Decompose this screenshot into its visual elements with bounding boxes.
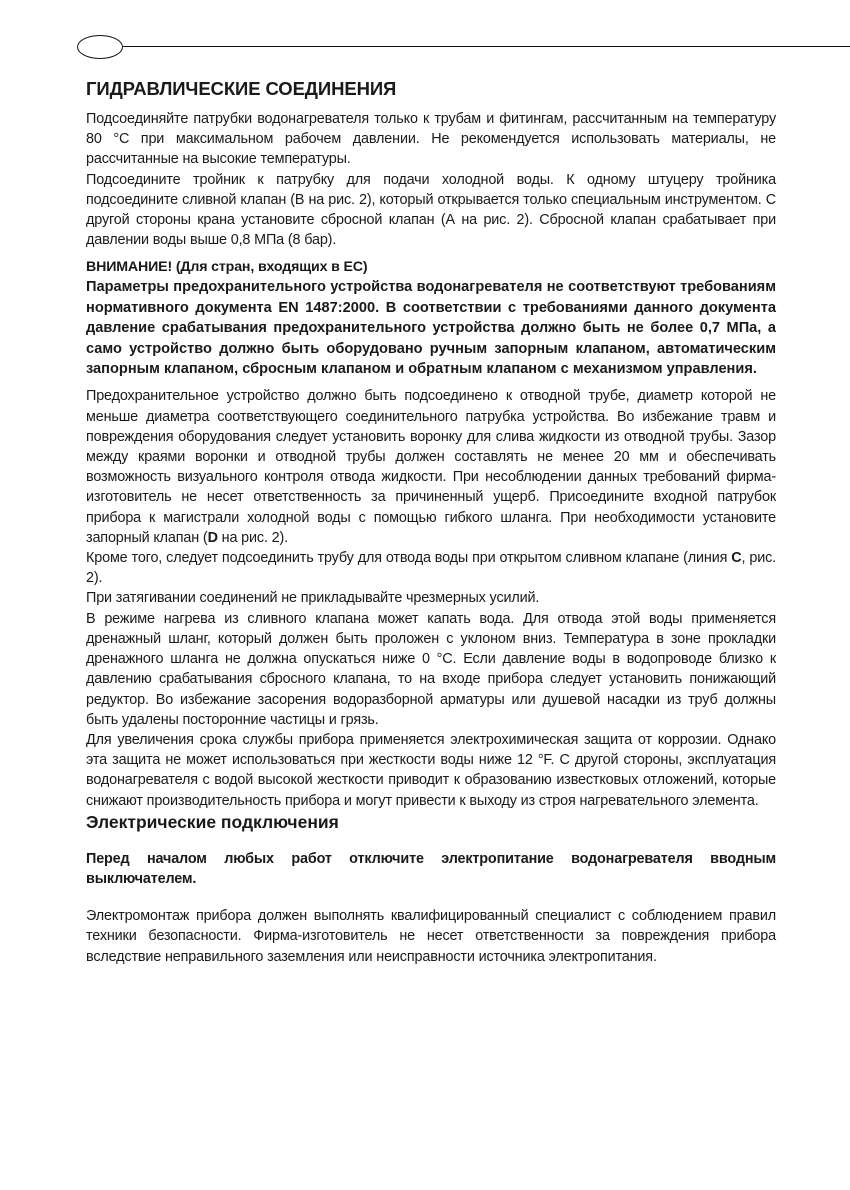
paragraph-fittings: Подсоединяйте патрубки водонагревателя только к трубам и фитингам, рассчитанным на температуру 80 °C при максимальном рабочем давлении. Не рекомендуется использовать материалы, не рассчитанные на высокие температуры. — [86, 111, 776, 168]
paragraph-tee-connection: Подсоедините тройник к патрубку для подачи холодной воды. К одному штуцеру тройника подсоедините сливной клапан (В на рис. 2), который открывается только специальным инструментом. С другой стороны крана установите сбросной клапан (А на рис. 2). Сбросной клапан срабатывает при давлении воды выше 0,8 МПа (8 бар). — [86, 171, 776, 249]
paragraph-drain-pipe-end: , рис. 2). — [86, 550, 776, 587]
heading-hydraulic-connections: ГИДРАВЛИЧЕСКИЕ СОЕДИНЕНИЯ — [86, 78, 397, 99]
paragraph-drain-hose: В режиме нагрева из сливного клапана может капать вода. Для отвода этой воды применяется дренажный шланг, который должен быть проложен с уклоном вниз. Температура в зоне прокладки дренажного шланга не должна опускаться ниже 0 °C. Если давление воды в водопроводе близко к давлению срабатывания сбросного клапана, то на входе прибора следует установить понижающий редуктор. Во избежание засорения водоразборной арматуры или душевой насадки из труб должны быть удалены посторонние частицы и грязь. — [86, 610, 776, 728]
paragraph-safety-device-end: на рис. 2). — [217, 529, 289, 546]
heading-electrical-connections: Электрические подключения — [86, 811, 339, 832]
header-rule — [122, 46, 850, 47]
paragraph-tightening: При затягивании соединений не прикладывайте чрезмерных усилий. — [86, 590, 540, 607]
warning-body: Параметры предохранительного устройства водонагревателя не соответствуют требованиям нормативного документа EN 1487:2000. В соответствии с требованиями данного документа давление срабатывания предохранительного устройства должно быть не более 0,7 МПа, а само устройство должно быть оборудовано ручным запорным клапаном, автоматическим запорным клапаном, сбросным клапаном и обратным клапаном с механизмом управления. — [86, 279, 776, 378]
paragraph-safety-device-text: Предохранительное устройство должно быть подсоединено к отводной трубе, диаметр которой не меньше диаметра соответствующего соединительного патрубка устройства. Во избежание травм и повреждения оборудования следует установить воронку для слива жидкости из отводной трубы. Зазор между краями воронки и отводной трубы должен составлять не менее 20 мм и обеспечивать возможность визуального контроля отвода жидкости. При несоблюдении данных требований фирма-изготовитель не несет ответственность за причиненный ущерб. Присоедините входной патрубок прибора к магистрали холодной воды с помощью гибкого шланга. При необходимости установите запорный клапан ( — [86, 388, 776, 546]
paragraph-corrosion: Для увеличения срока службы прибора применяется электрохимическая защита от коррозии. Однако эта защита не может использоваться при жесткости воды ниже 12 °F. С другой стороны, эксплуатация водонагревателя с водой высокой жесткости приводит к образованию известковых отложений, которые снижают производительность прибора и могут привести к выходу из строя нагревательного элемента. — [86, 731, 776, 809]
paragraph-safety-device — [86, 386, 776, 548]
page-number-oval — [77, 35, 123, 59]
figure-letter-d: D — [207, 529, 218, 546]
page-content — [86, 78, 776, 967]
figure-letter-c: C — [731, 550, 742, 567]
paragraph-drain-pipe — [86, 548, 776, 588]
warning-title: ВНИМАНИЕ! (Для стран, входящих в ЕС) — [86, 259, 368, 276]
electrical-installation-text: Электромонтаж прибора должен выполнять квалифицированный специалист с соблюдением правил техники безопасности. Фирма-изготовитель не несет ответственности за повреждения прибора вследствие неправильного заземления или неисправности источника электропитания. — [86, 908, 776, 965]
electrical-warning: Перед началом любых работ отключите электропитание водонагревателя вводным выключателем. — [86, 850, 776, 887]
paragraph-drain-pipe-text: Кроме того, следует подсоединить трубу для отвода воды при открытом сливном клапане (линия — [86, 550, 732, 567]
